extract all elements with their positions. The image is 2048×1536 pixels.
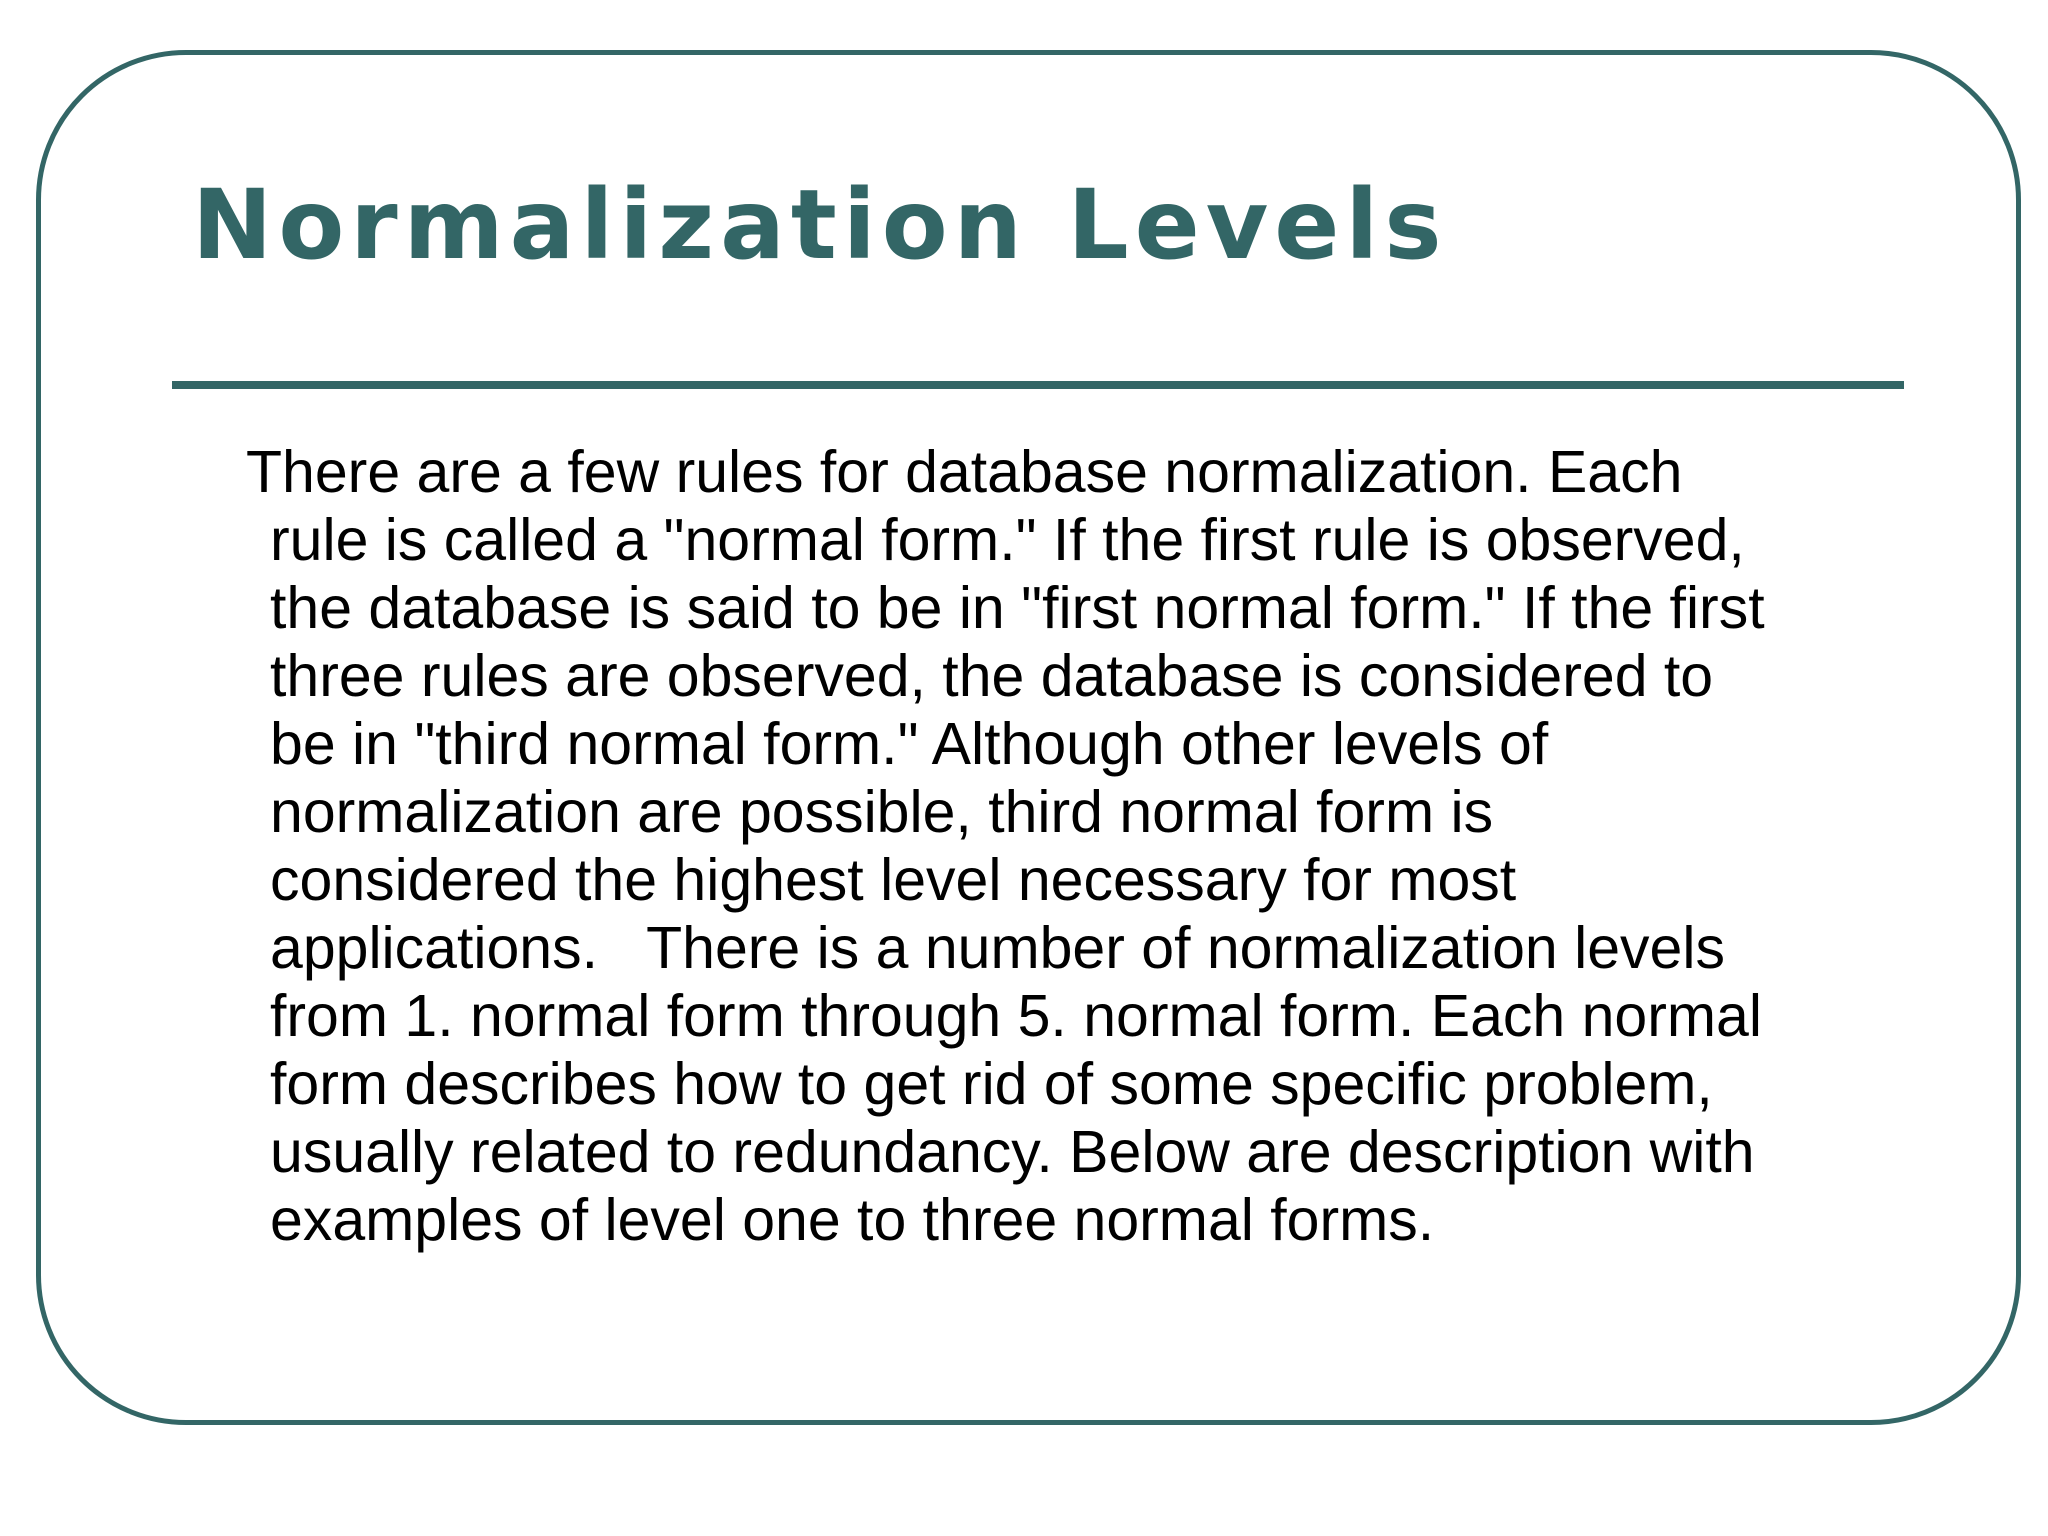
body-line: usually related to redundancy. Below are description with xyxy=(270,1119,1755,1185)
body-line: three rules are observed, the database is considered to xyxy=(270,643,1714,709)
slide-title: Normalization Levels xyxy=(192,169,1448,281)
title-divider xyxy=(172,381,1904,389)
body-line: considered the highest level necessary for most xyxy=(270,847,1517,913)
body-line: form describes how to get rid of some specific problem, xyxy=(270,1051,1713,1117)
body-line: from 1. normal form through 5. normal form. Each normal xyxy=(270,983,1762,1049)
body-line: examples of level one to three normal forms. xyxy=(270,1187,1435,1253)
body-line: be in "third normal form." Although other levels of xyxy=(270,711,1549,777)
body-paragraph xyxy=(246,438,1886,1254)
body-line: the database is said to be in "first normal form." If the first xyxy=(270,575,1765,641)
body-line: rule is called a "normal form." If the first rule is observed, xyxy=(270,507,1745,573)
body-line: There are a few rules for database normalization. Each xyxy=(246,439,1683,505)
body-line: applications. There is a number of normalization levels xyxy=(270,915,1725,981)
body-line: normalization are possible, third normal form is xyxy=(270,779,1494,845)
